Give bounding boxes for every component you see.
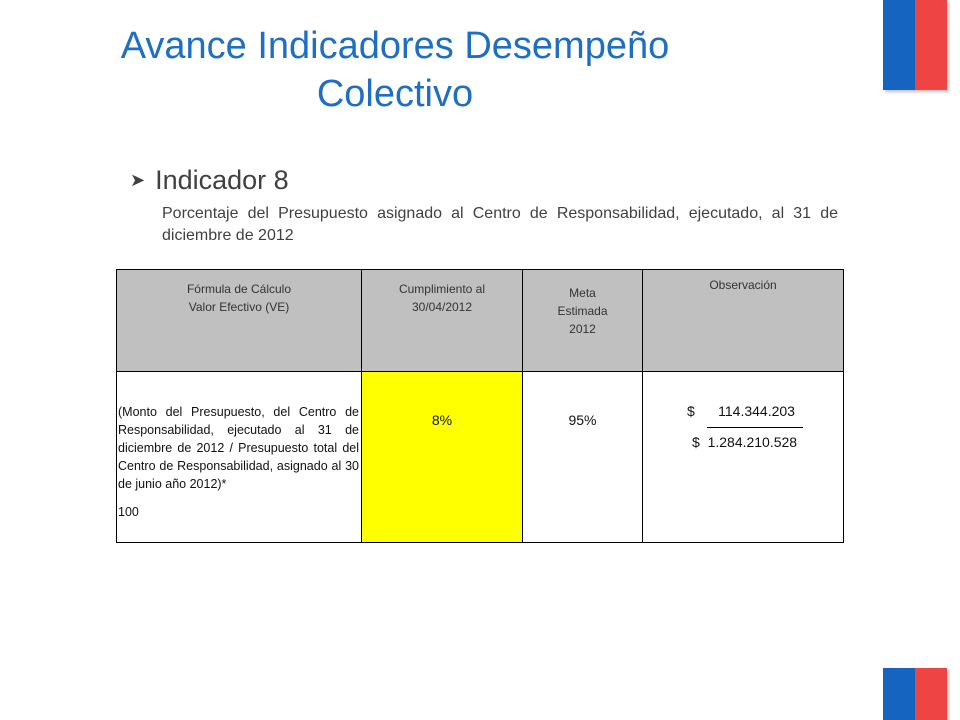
fraction-divider: [707, 427, 803, 428]
header-formula: [117, 270, 362, 372]
table-row: [117, 372, 844, 543]
observacion-numerator: $ 114.344.203: [687, 403, 795, 419]
cell-meta: [523, 372, 643, 543]
header-cumplimiento-line2: 30/04/2012: [411, 300, 473, 314]
slide-title: Avance Indicadores Desempeño Colectivo: [120, 25, 670, 115]
header-formula-line1: Fórmula de Cálculo: [186, 282, 292, 296]
indicator-description: Porcentaje del Presupuesto asignado al Centro de Responsabilidad, ejecutado, al 31 de diciembre de 2012: [162, 205, 838, 244]
header-formula-line2: Valor Efectivo (VE): [188, 300, 290, 314]
flag-logo-bottom: [883, 668, 947, 720]
header-observacion: Observación: [643, 270, 844, 372]
cell-formula: [117, 372, 362, 543]
cumplimiento-value: 8%: [431, 412, 453, 428]
header-cumplimiento: [362, 270, 523, 372]
header-meta-line1: Meta: [569, 286, 596, 300]
indicator-title: Indicador 8: [155, 165, 289, 195]
arrow-bullet-icon: ➤: [130, 170, 146, 190]
header-meta-line2: Estimada: [557, 304, 608, 318]
table-header-row: [117, 270, 844, 372]
observacion-denominator: $ 1.284.210.528: [692, 434, 798, 450]
header-meta-line3: 2012: [569, 322, 596, 336]
indicator-bullet: [130, 165, 289, 196]
formula-text: (Monto del Presupuesto, del Centro de Responsabilidad, ejecutado al 31 de diciembre de 2012 / Presupuesto total del Centro de Responsabilidad, asignado al 30 de junio año 2012)*: [118, 405, 359, 491]
flag-logo-top: [883, 0, 947, 90]
header-meta: [523, 270, 643, 372]
meta-value: 95%: [568, 412, 597, 428]
cell-observacion: [643, 372, 844, 543]
formula-multiplier: 100: [118, 505, 139, 519]
header-cumplimiento-line1: Cumplimiento al: [398, 282, 486, 296]
indicator-table: [116, 269, 844, 543]
cell-cumplimiento: [362, 372, 523, 543]
